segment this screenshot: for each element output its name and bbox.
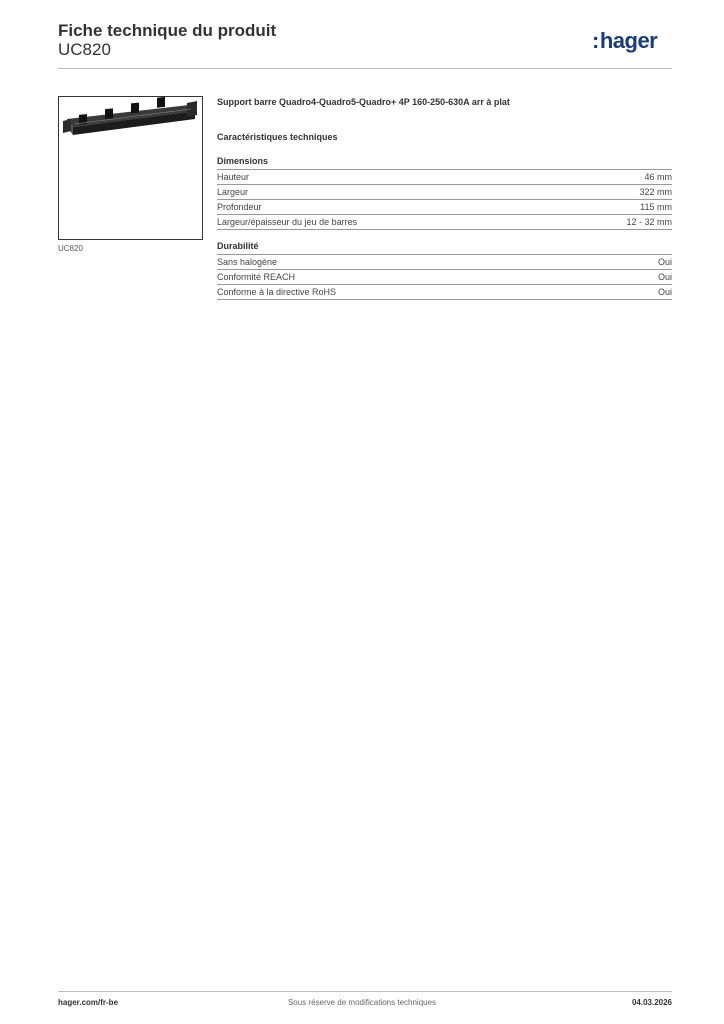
spec-label: Profondeur bbox=[217, 202, 262, 212]
footer-website-link[interactable]: hager.com/fr-be bbox=[58, 998, 119, 1007]
logo-text: hager bbox=[599, 28, 658, 53]
spec-value: 46 mm bbox=[644, 172, 672, 182]
footer-notice: Sous réserve de modifications techniques bbox=[287, 998, 437, 1007]
spec-value: 115 mm bbox=[640, 202, 672, 212]
spec-value: Oui bbox=[657, 272, 672, 282]
group-title: Dimensions bbox=[217, 155, 672, 170]
hager-logo[interactable] bbox=[592, 28, 657, 54]
spec-value: Oui bbox=[657, 257, 672, 267]
spec-row bbox=[217, 185, 672, 200]
spec-label: Conformité REACH bbox=[217, 272, 296, 282]
spec-label: Largeur/épaisseur du jeu de barres bbox=[217, 217, 358, 227]
spec-row bbox=[217, 255, 672, 270]
footer-date: 04.03.2026 bbox=[631, 998, 672, 1007]
spec-row bbox=[217, 285, 672, 300]
spec-group-dimensions bbox=[217, 155, 672, 230]
spec-value: 322 mm bbox=[639, 187, 672, 197]
product-reference: UC820 bbox=[58, 40, 111, 59]
image-caption: UC820 bbox=[58, 244, 83, 253]
spec-row bbox=[217, 200, 672, 215]
group-title: Durabilité bbox=[217, 240, 672, 255]
spec-label: Hauteur bbox=[217, 172, 250, 182]
spec-row bbox=[217, 215, 672, 230]
busbar-support-icon bbox=[59, 97, 202, 239]
header-divider bbox=[58, 68, 672, 69]
spec-group-durabilite bbox=[217, 240, 672, 300]
spec-value: Oui bbox=[657, 287, 672, 297]
product-description: Support barre Quadro4-Quadro5-Quadro+ 4P 160-250-630A arr à plat bbox=[217, 97, 510, 107]
spec-value: 12 - 32 mm bbox=[626, 217, 672, 227]
document-title: Fiche technique du produit bbox=[58, 21, 277, 40]
spec-section-title: Caractéristiques techniques bbox=[217, 132, 338, 142]
product-image bbox=[58, 96, 203, 240]
spec-row bbox=[217, 270, 672, 285]
spec-label: Sans halogène bbox=[217, 257, 278, 267]
footer-divider bbox=[58, 991, 672, 992]
spec-label: Largeur bbox=[217, 187, 249, 197]
logo-colon-icon: : bbox=[592, 28, 599, 53]
spec-label: Conforme à la directive RoHS bbox=[217, 287, 337, 297]
spec-content bbox=[217, 96, 672, 300]
spec-row bbox=[217, 170, 672, 185]
